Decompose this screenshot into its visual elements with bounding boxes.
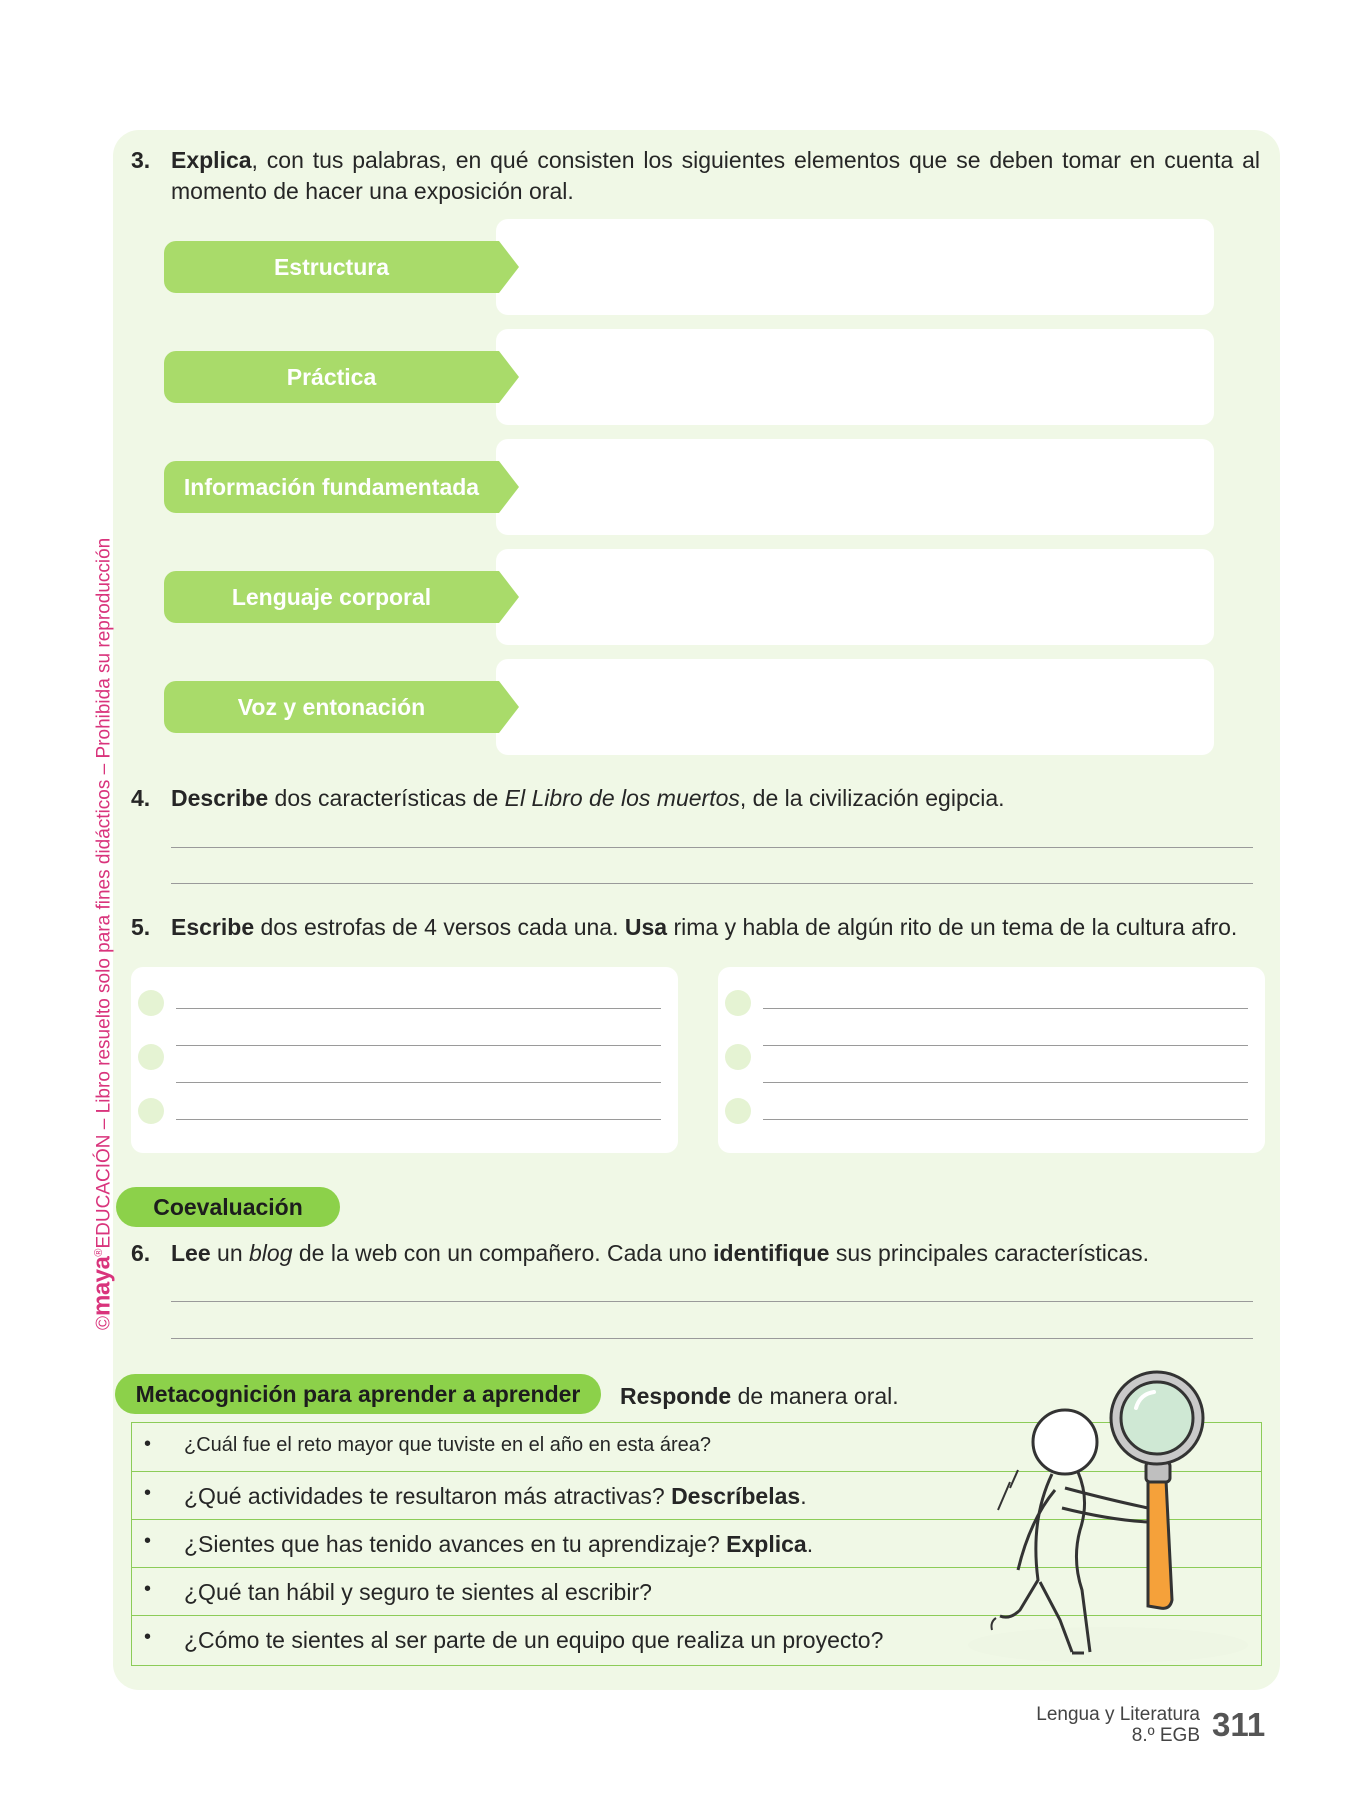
answer-line[interactable] bbox=[171, 1301, 1253, 1302]
element-row-practica bbox=[164, 329, 1214, 425]
copyright-symbol: © bbox=[93, 1316, 115, 1330]
bullet-icon: • bbox=[144, 1626, 152, 1648]
element-label: Lenguaje corporal bbox=[164, 571, 499, 623]
coevaluacion-label: Coevaluación bbox=[116, 1187, 340, 1227]
question-5 bbox=[131, 912, 1260, 944]
stanza-card-2 bbox=[718, 967, 1265, 1153]
reflection-question: ¿Cómo te sientes al ser parte de un equipo que realiza un proyecto? bbox=[184, 1627, 884, 1653]
reflection-question: ¿Qué actividades te resultaron más atractivas? Descríbelas. bbox=[184, 1483, 807, 1509]
credit-text: EDUCACIÓN – Libro resuelto solo para fines didácticos – Prohibida su reproducción bbox=[93, 537, 115, 1249]
element-row-estructura bbox=[164, 219, 1214, 315]
instruction-verb: Responde bbox=[620, 1383, 732, 1409]
stanza-card-1 bbox=[131, 967, 678, 1153]
question-text: Escribe dos estrofas de 4 versos cada una. Usa rima y habla de algún rito de un tema de la cultura afro. bbox=[171, 914, 1238, 940]
question-verb: Describe bbox=[171, 785, 269, 811]
registered-mark: ® bbox=[93, 1248, 105, 1257]
question-number: 4. bbox=[131, 785, 151, 811]
verse-line[interactable] bbox=[176, 1119, 661, 1120]
question-text: Describe dos características de El Libro de los muertos, de la civilización egipcia. bbox=[171, 785, 1005, 811]
verse-line[interactable] bbox=[763, 1045, 1248, 1046]
verse-marker bbox=[138, 1098, 164, 1124]
answer-box[interactable] bbox=[496, 439, 1214, 535]
metacognicion-instruction: Responde de manera oral. bbox=[620, 1383, 899, 1409]
question-verb-2: identifique bbox=[713, 1240, 830, 1266]
element-row-voz bbox=[164, 659, 1214, 755]
element-label: Estructura bbox=[164, 241, 499, 293]
element-label: Voz y entonación bbox=[164, 681, 499, 733]
verse-marker bbox=[725, 990, 751, 1016]
question-verb: Escribe bbox=[171, 914, 255, 940]
side-credit bbox=[85, 490, 116, 1330]
question-3 bbox=[131, 145, 1260, 209]
element-label: Práctica bbox=[164, 351, 499, 403]
footer-subject bbox=[1036, 1704, 1200, 1746]
verse-line[interactable] bbox=[763, 1119, 1248, 1120]
verse-marker bbox=[138, 990, 164, 1016]
question-number: 3. bbox=[131, 147, 151, 173]
answer-line[interactable] bbox=[171, 847, 1253, 848]
answer-box[interactable] bbox=[496, 549, 1214, 645]
metacognicion-label: Metacognición para aprender a aprender bbox=[115, 1374, 601, 1414]
verse-line[interactable] bbox=[176, 1082, 661, 1083]
verse-marker bbox=[725, 1044, 751, 1070]
reflection-question: ¿Qué tan hábil y seguro te sientes al escribir? bbox=[184, 1579, 652, 1605]
bullet-icon: • bbox=[144, 1433, 152, 1455]
page-number: 311 bbox=[1212, 1706, 1266, 1743]
answer-line[interactable] bbox=[171, 1338, 1253, 1339]
magnifier-figure-icon bbox=[960, 1370, 1260, 1670]
element-row-informacion bbox=[164, 439, 1214, 535]
question-number: 6. bbox=[131, 1240, 151, 1266]
element-label: Información fundamentada bbox=[164, 461, 499, 513]
answer-box[interactable] bbox=[496, 329, 1214, 425]
bullet-icon: • bbox=[144, 1578, 152, 1600]
answer-box[interactable] bbox=[496, 219, 1214, 315]
reflection-question: ¿Sientes que has tenido avances en tu aprendizaje? Explica. bbox=[184, 1531, 814, 1557]
question-text: Explica, con tus palabras, en qué consisten los siguientes elementos que se deben tomar en cuenta al momento de hacer una exposición oral. bbox=[171, 147, 1260, 204]
book-title: El Libro de los muertos bbox=[504, 785, 740, 811]
answer-line[interactable] bbox=[171, 883, 1253, 884]
italic-term: blog bbox=[249, 1240, 293, 1266]
verse-line[interactable] bbox=[176, 1008, 661, 1009]
element-row-lenguaje bbox=[164, 549, 1214, 645]
grade-label: 8.º EGB bbox=[1131, 1725, 1200, 1746]
verse-line[interactable] bbox=[763, 1082, 1248, 1083]
reflection-question: ¿Cuál fue el reto mayor que tuviste en el año en esta área? bbox=[184, 1434, 711, 1456]
subject-name: Lengua y Literatura bbox=[1036, 1704, 1200, 1725]
question-text: Lee un blog de la web con un compañero. Cada uno identifique sus principales características. bbox=[171, 1240, 1150, 1266]
verse-line[interactable] bbox=[763, 1008, 1248, 1009]
verse-marker bbox=[725, 1098, 751, 1124]
question-6 bbox=[131, 1238, 1260, 1270]
verse-line[interactable] bbox=[176, 1045, 661, 1046]
question-verb-2: Usa bbox=[624, 914, 668, 940]
question-number: 5. bbox=[131, 914, 151, 940]
question-4 bbox=[131, 783, 1260, 815]
bullet-icon: • bbox=[144, 1530, 152, 1552]
brand-name: maya bbox=[88, 1256, 116, 1316]
answer-box[interactable] bbox=[496, 659, 1214, 755]
question-verb: Explica bbox=[171, 147, 252, 173]
verse-marker bbox=[138, 1044, 164, 1070]
bullet-icon: • bbox=[144, 1482, 152, 1504]
question-verb: Lee bbox=[171, 1240, 211, 1266]
